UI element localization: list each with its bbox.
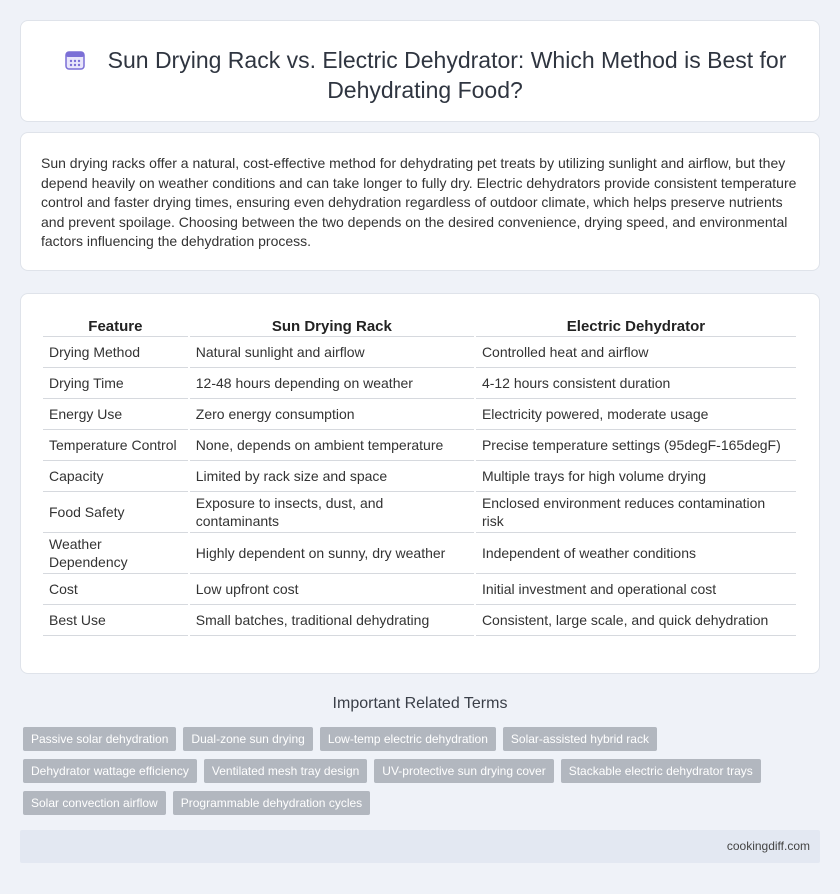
table-row <box>43 368 796 399</box>
feature-cell: Cost <box>43 574 188 605</box>
table-row <box>43 492 796 533</box>
related-terms-heading: Important Related Terms <box>332 695 508 712</box>
sun-rack-cell: Low upfront cost <box>190 574 474 605</box>
related-term-tag[interactable]: Programmable dehydration cycles <box>173 791 370 815</box>
dehydrator-cell: Initial investment and operational cost <box>476 574 796 605</box>
page-title: Sun Drying Rack vs. Electric Dehydrator: Which Method is Best for Dehydrating Food? <box>107 47 787 103</box>
related-term-tag[interactable]: Ventilated mesh tray design <box>204 759 367 783</box>
dehydrator-cell: Electricity powered, moderate usage <box>476 399 796 430</box>
column-header-sun-drying-rack: Sun Drying Rack <box>190 316 474 337</box>
table-row <box>43 337 796 368</box>
dehydrator-cell: Controlled heat and airflow <box>476 337 796 368</box>
related-term-tag[interactable]: Solar-assisted hybrid rack <box>503 727 657 751</box>
table-row <box>43 574 796 605</box>
intro-card <box>20 132 820 271</box>
related-term-tag[interactable]: Dehydrator wattage efficiency <box>23 759 197 783</box>
page-title-wrap <box>51 45 799 105</box>
calendar-icon <box>64 49 86 71</box>
sun-rack-cell: None, depends on ambient temperature <box>190 430 474 461</box>
footer-site-link[interactable]: cookingdiff.com <box>726 839 810 853</box>
dehydrator-cell: 4-12 hours consistent duration <box>476 368 796 399</box>
feature-cell: Drying Method <box>43 337 188 368</box>
related-term-tag[interactable]: UV-protective sun drying cover <box>374 759 553 783</box>
table-row <box>43 533 796 574</box>
table-row <box>43 605 796 636</box>
dehydrator-cell: Multiple trays for high volume drying <box>476 461 796 492</box>
feature-cell: Energy Use <box>43 399 188 430</box>
dehydrator-cell: Independent of weather conditions <box>476 533 796 574</box>
comparison-table <box>41 316 798 636</box>
sun-rack-cell: 12-48 hours depending on weather <box>190 368 474 399</box>
intro-paragraph: Sun drying racks offer a natural, cost-effective method for dehydrating pet treats by utilizing sunlight and airflow, but they depend heavily on weather conditions and can take longer to fully dry. Electric dehydrators provide consistent temperature control and faster drying times, ensuring even dehydration regardless of outdoor climate, which helps preserve nutrients and prevent spoilage. Choosing between the two depends on the desired convenience, drying speed, and environmental factors influencing the dehydration process. <box>41 155 797 250</box>
feature-cell: Food Safety <box>43 492 188 533</box>
related-term-tag[interactable]: Stackable electric dehydrator trays <box>561 759 761 783</box>
sun-rack-cell: Natural sunlight and airflow <box>190 337 474 368</box>
related-terms-list <box>23 727 803 815</box>
dehydrator-cell: Enclosed environment reduces contamination risk <box>476 492 796 533</box>
column-header-feature: Feature <box>43 316 188 337</box>
table-row <box>43 430 796 461</box>
table-row <box>43 399 796 430</box>
related-term-tag[interactable]: Passive solar dehydration <box>23 727 176 751</box>
dehydrator-cell: Consistent, large scale, and quick dehydration <box>476 605 796 636</box>
sun-rack-cell: Small batches, traditional dehydrating <box>190 605 474 636</box>
sun-rack-cell: Exposure to insects, dust, and contaminants <box>190 492 474 533</box>
column-header-electric-dehydrator: Electric Dehydrator <box>476 316 796 337</box>
title-card <box>20 20 820 122</box>
footer-bar <box>20 830 820 863</box>
related-term-tag[interactable]: Dual-zone sun drying <box>183 727 312 751</box>
sun-rack-cell: Zero energy consumption <box>190 399 474 430</box>
table-row <box>43 461 796 492</box>
table-header-row <box>43 316 796 337</box>
sun-rack-cell: Highly dependent on sunny, dry weather <box>190 533 474 574</box>
feature-cell: Temperature Control <box>43 430 188 461</box>
feature-cell: Capacity <box>43 461 188 492</box>
related-term-tag[interactable]: Low-temp electric dehydration <box>320 727 496 751</box>
sun-rack-cell: Limited by rack size and space <box>190 461 474 492</box>
related-term-tag[interactable]: Solar convection airflow <box>23 791 166 815</box>
comparison-card <box>20 293 820 674</box>
dehydrator-cell: Precise temperature settings (95degF-165degF) <box>476 430 796 461</box>
feature-cell: Weather Dependency <box>43 533 188 574</box>
feature-cell: Drying Time <box>43 368 188 399</box>
feature-cell: Best Use <box>43 605 188 636</box>
